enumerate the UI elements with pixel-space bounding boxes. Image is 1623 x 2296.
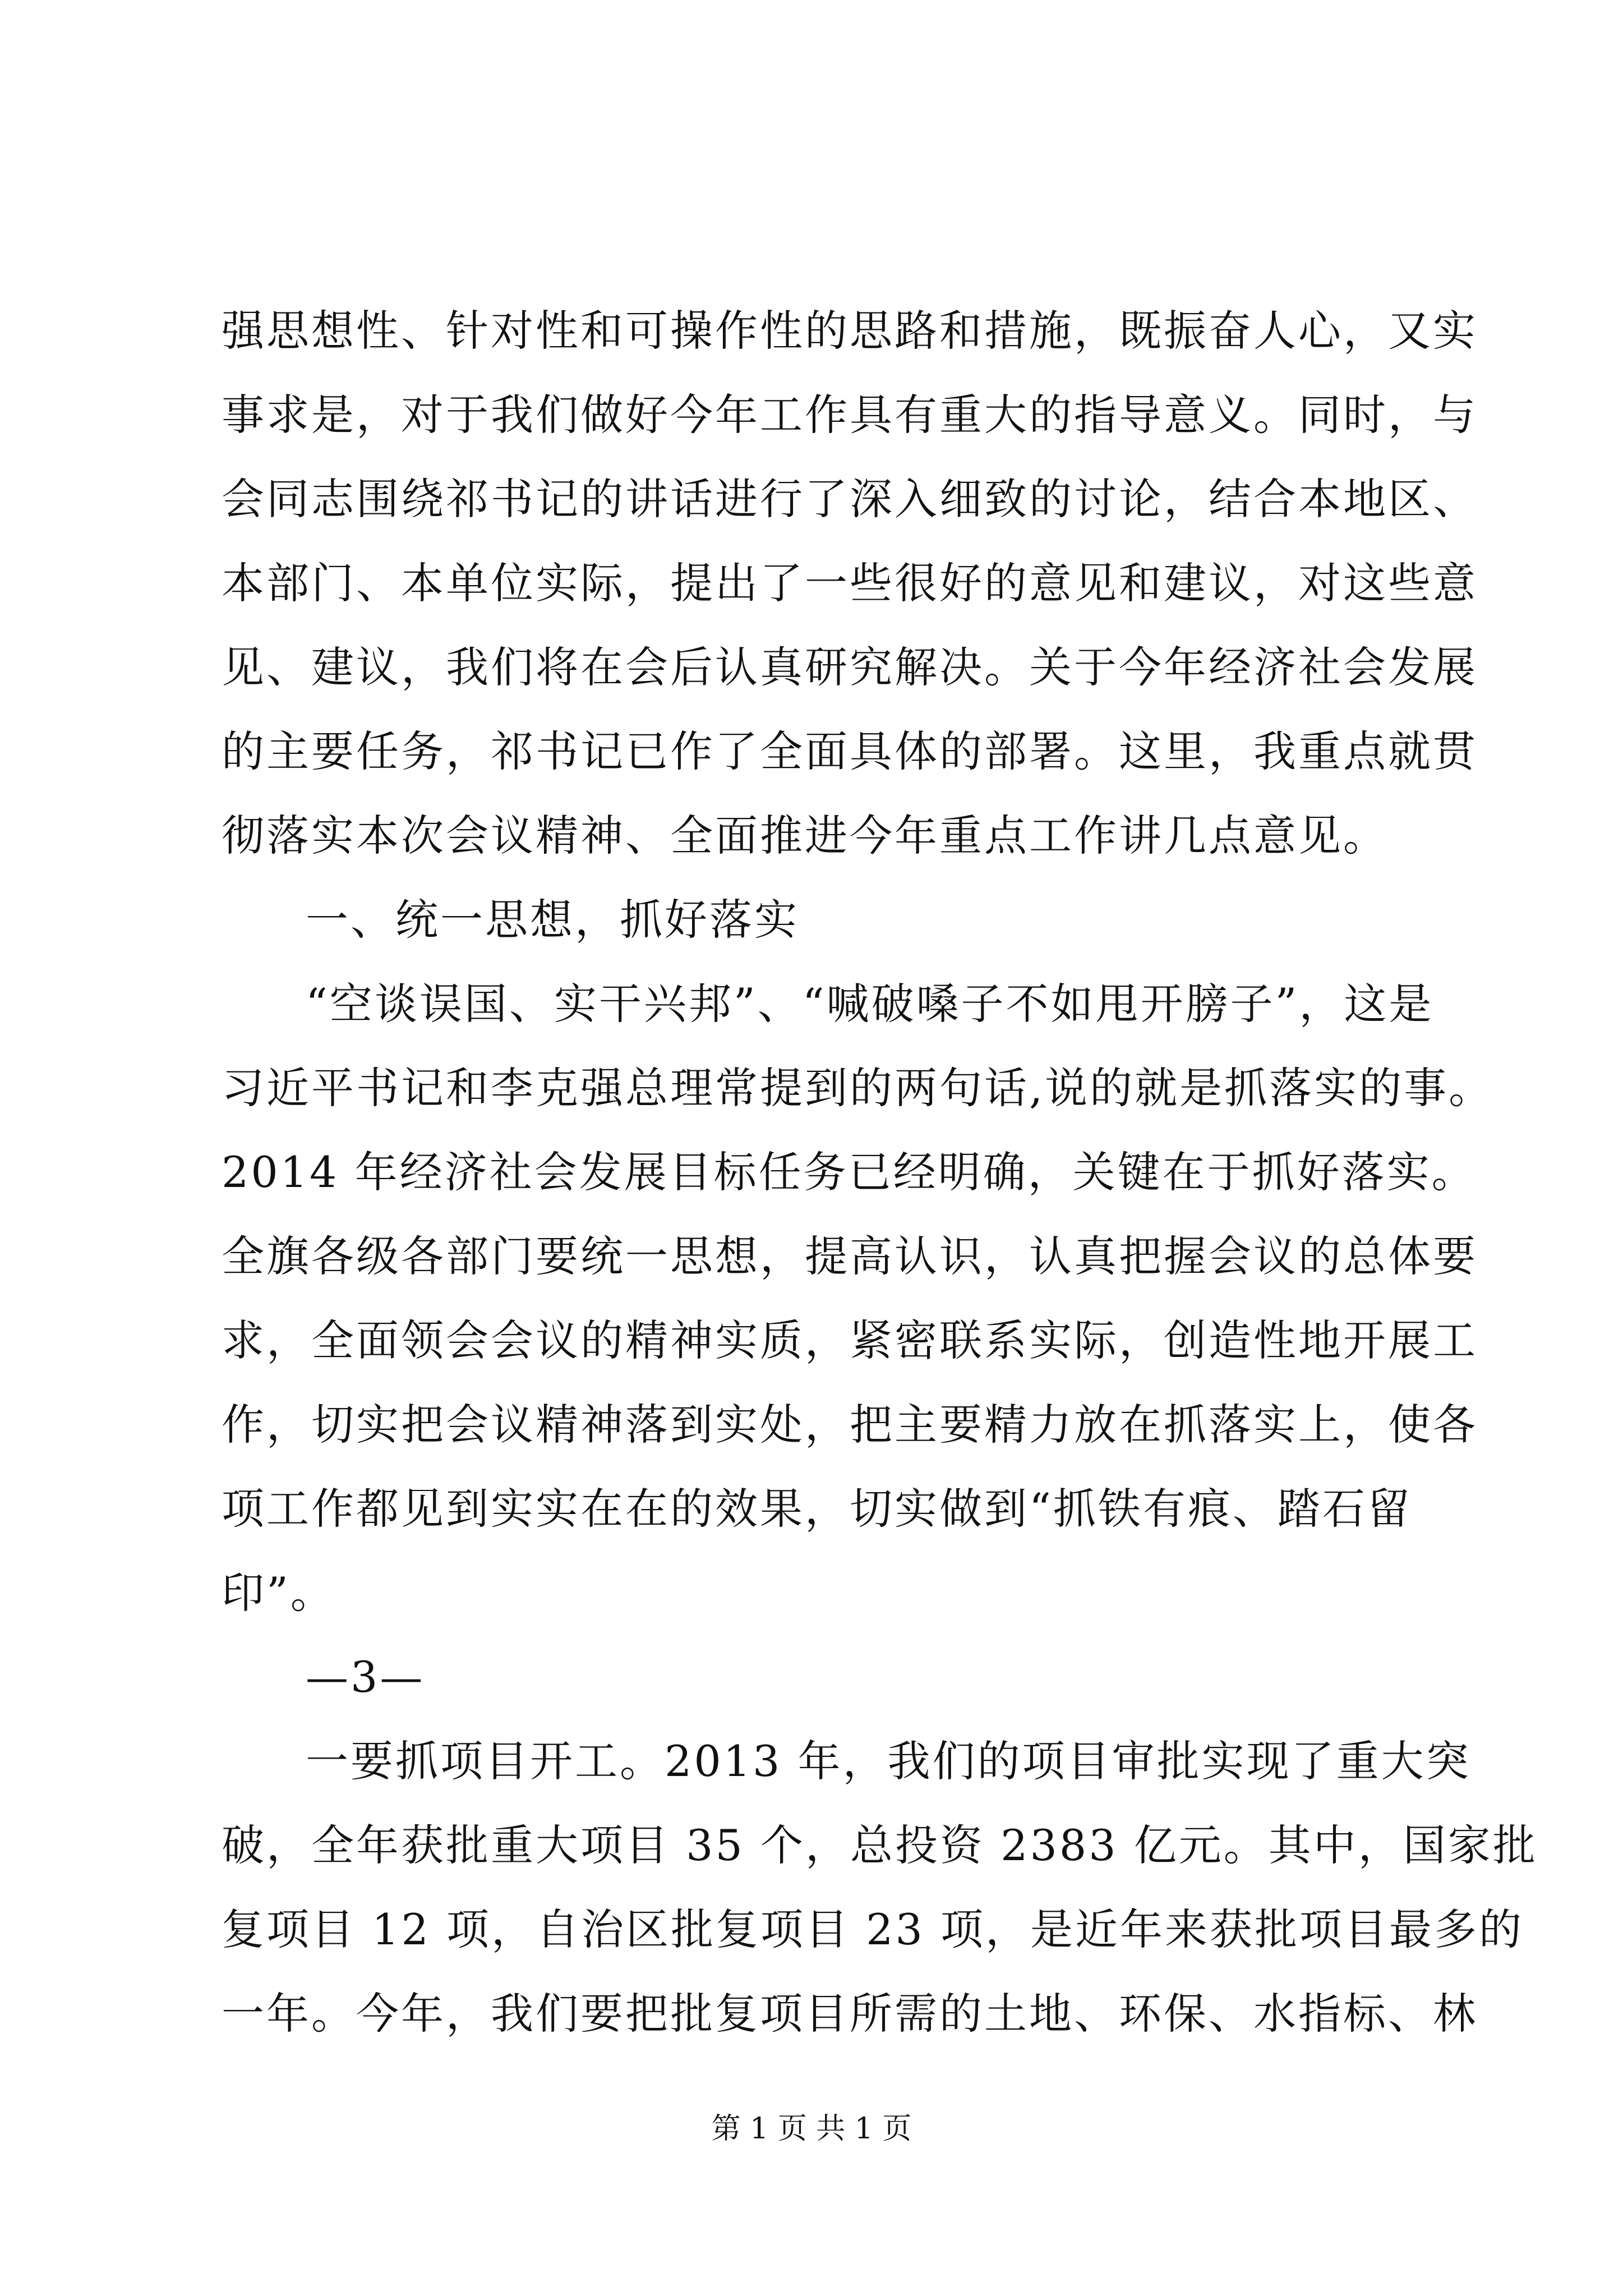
text-line: 一年。今年，我们要把批复项目所需的土地、环保、水指标、林 bbox=[222, 1989, 1478, 2039]
text-line: “空谈误国、实干兴邦”、“喊破嗓子不如甩开膀子”，这是 bbox=[306, 979, 1434, 1029]
text-line: 本部门、本单位实际，提出了一些很好的意见和建议，对这些意 bbox=[222, 558, 1478, 608]
text-line: 求，全面领会会议的精神实质，紧密联系实际，创造性地开展工 bbox=[222, 1315, 1478, 1365]
text-line: 见、建议，我们将在会后认真研究解决。关于今年经济社会发展 bbox=[222, 642, 1478, 692]
text-line: 破，全年获批重大项目 35 个，总投资 2383 亿元。其中，国家批 bbox=[222, 1820, 1538, 1870]
page-footer: 第 1 页 共 1 页 bbox=[711, 2112, 912, 2146]
text-line: 彻落实本次会议精神、全面推进今年重点工作讲几点意见。 bbox=[222, 811, 1388, 861]
page-marker: —3— bbox=[306, 1652, 425, 1702]
text-line: 一要抓项目开工。2013 年，我们的项目审批实现了重大突 bbox=[306, 1736, 1471, 1786]
text-line: 强思想性、针对性和可操作性的思路和措施，既振奋人心，又实 bbox=[222, 306, 1478, 356]
text-line: 印”。 bbox=[222, 1568, 335, 1618]
text-line: 全旗各级各部门要统一思想，提高认识，认真把握会议的总体要 bbox=[222, 1231, 1478, 1281]
text-line: 项工作都见到实实在在的效果，切实做到“抓铁有痕、踏石留 bbox=[222, 1484, 1412, 1534]
text-line: 会同志围绕祁书记的讲话进行了深入细致的讨论，结合本地区、 bbox=[222, 474, 1478, 524]
text-line: 作，切实把会议精神落到实处，把主要精力放在抓落实上，使各 bbox=[222, 1400, 1478, 1450]
section-heading: 一、统一思想，抓好落实 bbox=[306, 895, 799, 945]
text-line: 2014 年经济社会发展目标任务已经明确，关键在于抓好落实。 bbox=[222, 1147, 1477, 1197]
text-line: 事求是，对于我们做好今年工作具有重大的指导意义。同时，与 bbox=[222, 390, 1478, 440]
text-line: 复项目 12 项，自治区批复项目 23 项，是近年来获批项目最多的 bbox=[222, 1904, 1524, 1954]
text-line: 的主要任务，祁书记已作了全面具体的部署。这里，我重点就贯 bbox=[222, 726, 1478, 776]
text-line: 习近平书记和李克强总理常提到的两句话,说的就是抓落实的事。 bbox=[222, 1063, 1494, 1113]
